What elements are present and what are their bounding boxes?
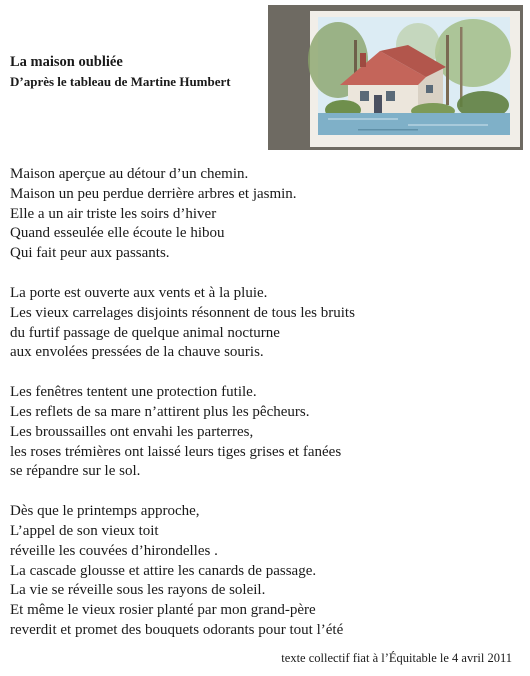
poem-stanza [10, 383, 520, 482]
poem-line: réveille les couvées d’hirondelles . [10, 542, 218, 559]
poem-line: Qui fait peur aux passants. [10, 245, 170, 262]
painting-photo [268, 5, 523, 150]
poem-line: Maison aperçue au détour d’un chemin. [10, 166, 249, 182]
footer-note: texte collectif fiat à l’Équitable le 4 avril 2011 [281, 651, 512, 665]
poem-line: du furtif passage de quelque animal nocturne [10, 324, 280, 341]
poem-line: Quand esseulée elle écoute le hibou [10, 225, 225, 242]
poem-line: La porte est ouverte aux vents et à la pluie. [10, 284, 268, 301]
poem-line: reverdit et promet des bouquets odorants pour tout l’été [10, 621, 344, 638]
poem-stanza [10, 502, 520, 641]
painting-illustration [268, 5, 523, 150]
poem-subtitle: D’après le tableau de Martine Humbert [10, 74, 231, 89]
poem-line: les roses trémières ont laissé leurs tiges grises et fanées [10, 443, 342, 460]
poem-line: Dès que le printemps approche, [10, 503, 200, 520]
poem-line: Les vieux carrelages disjoints résonnent de tous les bruits [10, 304, 355, 321]
poem-line: La cascade glousse et attire les canards de passage. [10, 562, 317, 579]
poem-line: La vie se réveille sous les rayons de soleil. [10, 582, 266, 599]
poem-line: se répandre sur le sol. [10, 463, 141, 480]
poem-line: L’appel de son vieux toit [10, 522, 159, 539]
poem-line: Les fenêtres tentent une protection futile. [10, 384, 257, 401]
poem-line: Elle a un air triste les soirs d’hiver [10, 205, 217, 222]
poem-line: Et même le vieux rosier planté par mon grand-père [10, 602, 316, 619]
poem-stanza [10, 284, 520, 363]
poem-line: Les broussailles ont envahi les parterres, [10, 423, 254, 440]
poem-body [10, 165, 520, 661]
poem-line: Maison un peu perdue derrière arbres et jasmin. [10, 185, 297, 202]
poem-line: aux envolées pressées de la chauve souris. [10, 344, 264, 361]
poem-title: La maison oubliée [10, 54, 123, 70]
poem-line: Les reflets de sa mare n’attirent plus les pêcheurs. [10, 403, 310, 420]
poem-stanza [10, 165, 520, 264]
